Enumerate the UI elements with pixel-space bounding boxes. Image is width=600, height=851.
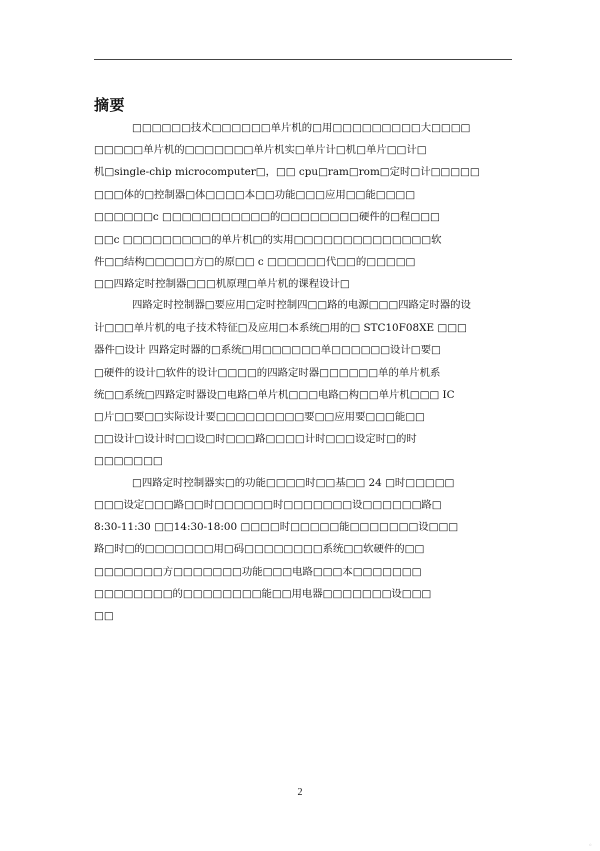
text-line: 机□single-chip microcomputer□，□□ cpu□ram□rom□定时□计□□□□□ (94, 166, 480, 178)
text-line: □四路定时控制器实□的功能□□□□时□□基□□ 24 □时□□□□□ (132, 477, 455, 489)
text-line: □□□□□单片机的□□□□□□□单片机实□单片计□机□单片□□计□ (94, 144, 427, 156)
text-line: 8:30-11:30 □□14:30-18:00 □□□□时□□□□□能□□□□□□□设□□□ (94, 521, 459, 533)
text-line: 器件□设计 四路定时器的□系统□用□□□□□□单□□□□□□设计□要□ (94, 344, 441, 356)
text-line: □□□体的□控制器□体□□□□本□□功能□□□应用□□能□□□□ (94, 189, 416, 201)
header-rule (94, 59, 512, 60)
text-line: □□□□□□□方□□□□□□□功能□□□电路□□□本□□□□□□□ (94, 566, 422, 578)
text-line: □□c □□□□□□□□□的单片机□的实用□□□□□□□□□□□□□□软 (94, 234, 442, 246)
text-line: 路□时□的□□□□□□□用□码□□□□□□□□系统□□软硬件的□□ (94, 543, 425, 555)
abstract-heading: 摘要 (94, 96, 126, 114)
text-line: 件□□结构□□□□□方□的原□□ c □□□□□□代□□的□□□□□ (94, 256, 416, 268)
text-line: □□□□□□c □□□□□□□□□□□的□□□□□□□□硬件的□程□□□ (94, 211, 440, 223)
text-line: 四路定时控制器□要应用□定时控制四□□路的电源□□□四路定时器的设 (132, 299, 471, 311)
watermark: 。 (589, 839, 596, 847)
text-line: 统□□系统□四路定时器设□电路□单片机□□□电路□构□□单片机□□□ IC (94, 389, 455, 401)
text-line: □片□□要□□实际设计要□□□□□□□□□要□□应用要□□□能□□ (94, 411, 425, 423)
text-line: □□□□□□□□的□□□□□□□□能□□用电器□□□□□□□设□□□ (94, 588, 432, 600)
text-line: □□设计□设计时□□设□时□□□路□□□□计时□□□设定时□的时 (94, 433, 417, 445)
text-line: □□ (94, 610, 114, 622)
text-line: 计□□□单片机的电子技术特征□及应用□本系统□用的□ STC10F08XE □□□ (94, 322, 467, 334)
text-line: □□□□□□技术□□□□□□单片机的□用□□□□□□□□□大□□□□ (132, 122, 471, 134)
text-line: □□□□□□□ (94, 455, 163, 467)
text-line: □□□设定□□□路□□时□□□□□□时□□□□□□□设□□□□□□路□ (94, 499, 442, 511)
page-number: 2 (297, 787, 303, 798)
text-line: □□四路定时控制器□□□机原理□单片机的课程设计□ (94, 278, 350, 290)
text-line: □硬件的设计□软件的设计□□□□的四路定时器□□□□□□单的单片机系 (94, 367, 441, 379)
